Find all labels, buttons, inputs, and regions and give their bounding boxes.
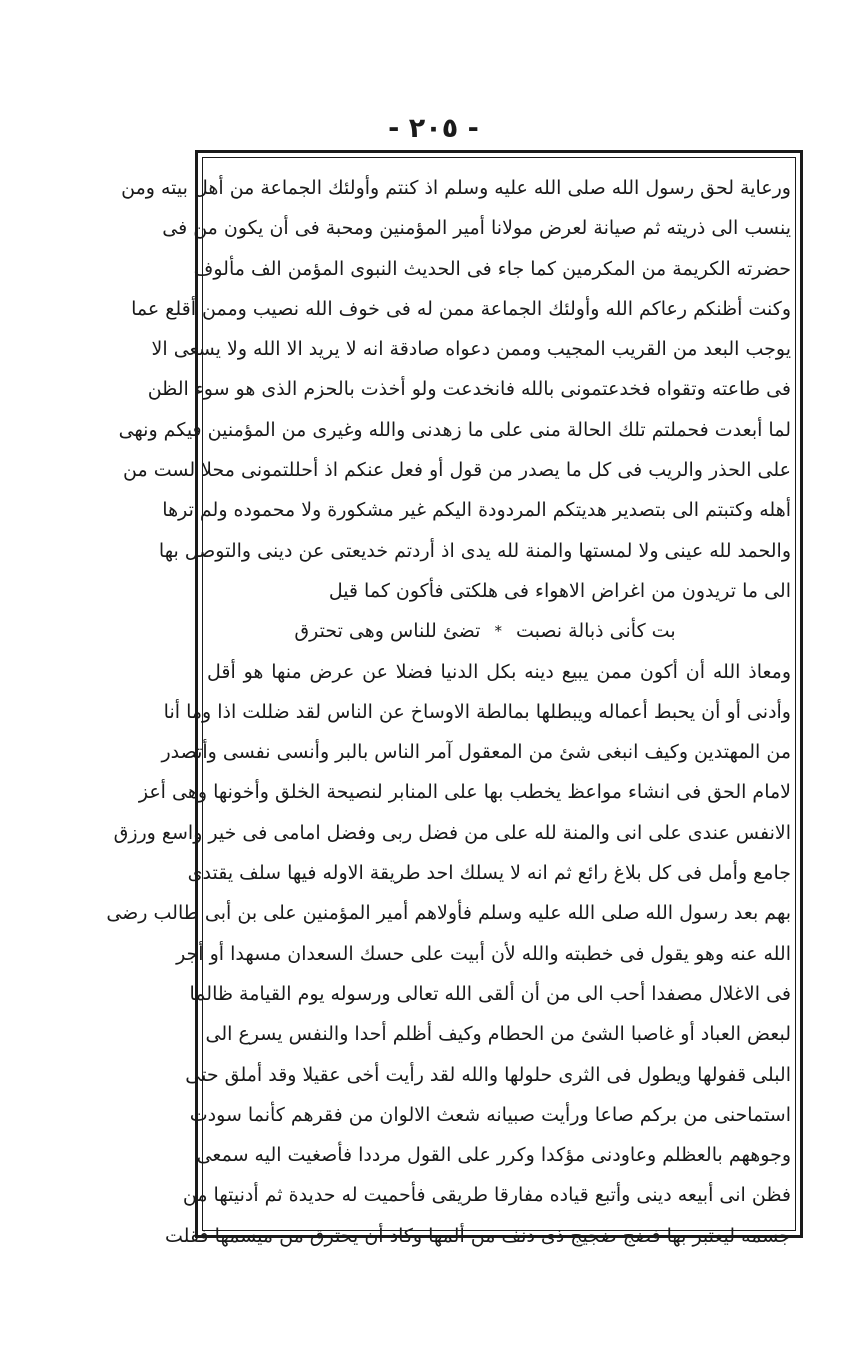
- text-line: البلى قفولها ويطول فى الثرى حلولها والله لقد رأيت أخى عقيلا وقد أملق حتى: [185, 1063, 791, 1086]
- text-line: أهله وكتبتم الى بتصدير هديتكم المردودة اليكم غير مشكورة ولا محموده ولم ترها: [162, 499, 791, 522]
- verse-separator: *: [494, 622, 502, 641]
- verse-second-hemistich: تضئ للناس وهى تحترق: [294, 620, 481, 643]
- text-line: لبعض العباد أو غاصبا الشئ من الحطام وكيف أظلم أحدا والنفس يسرع الى: [205, 1023, 791, 1046]
- text-line: جامع وأمل فى كل بلاغ رائع ثم انه لا يسلك احد طريقة الاوله فيها سلف يقتدى: [187, 862, 791, 885]
- text-line: فى الاغلال مصفدا أحب الى من أن ألقى الله تعالى ورسوله يوم القيامة ظالما: [189, 982, 791, 1005]
- text-line: وكنت أظنكم رعاكم الله وأولئك الجماعة ممن له فى خوف الله نصيب وممن أقلع عما: [131, 297, 791, 320]
- text-line: فظن انى أبيعه دينى وأتبع قياده مفارقا طريقى فأحميت له حديدة ثم أدنيتها من: [182, 1184, 791, 1207]
- text-line: وأدنى أو أن يحبط أعماله ويبطلها بمالطة الاوساخ عن الناس لقد ضللت اذا وما أنا: [163, 700, 791, 723]
- verse-first-hemistich: بت كأنى ذبالة نصبت: [515, 620, 676, 643]
- text-line: بهم بعد رسول الله صلى الله عليه وسلم فأولاهم أمير المؤمنين على بن أبى طالب رضى: [106, 902, 791, 925]
- text-line: الانفس عندى على انى والمنة لله على من فضل ربى وفضل امامى فى خير واسع ورزق: [113, 821, 791, 844]
- page-number: - ٢٠٥ -: [388, 113, 479, 144]
- text-line: والحمد لله عينى ولا لمستها والمنة لله يدى اذ أردتم خديعتى عن دينى والتوصل بها: [158, 539, 791, 562]
- text-line: استماحنى من بركم صاعا ورأيت صبيانه شعث الالوان من فقرهم كأنما سودت: [189, 1103, 791, 1126]
- text-line: جسمه ليعتبر بها فضج ضجيج ذى دنف من ألمها وكاد أن يحترق من ميسمها فقلت: [165, 1224, 791, 1247]
- poetry-verse: [207, 611, 791, 651]
- text-line: يوجب البعد من القريب المجيب وممن دعواه صادقة انه لا يريد الا الله ولا يسعى الا: [151, 338, 791, 361]
- text-line: فى طاعته وتقواه فخدعتمونى بالله فانخدعت ولو أخذت بالحزم الذى هو سوء الظن: [147, 378, 791, 401]
- body-text: [106, 168, 791, 1256]
- text-line: لامام الحق فى انشاء مواعظ يخطب بها على المنابر لنصيحة الخلق وأخونها وهى أعز: [138, 781, 791, 804]
- text-line: ومعاذ الله أن أكون ممن يبيع دينه بكل الدنيا فضلا عن عرض منها هو أقل: [207, 660, 791, 683]
- text-line: على الحذر والريب فى كل ما يصدر من قول أو فعل عنكم اذ أحللتمونى محلا لست من: [123, 459, 791, 482]
- text-line: الله عنه وهو يقول فى خطبته والله لأن أبيت على حسك السعدان مسهدا أو أجر: [176, 942, 791, 965]
- text-line: لما أبعدت فحملتم تلك الحالة منى على ما زهدنى والله وغيرى من المؤمنين فيكم ونهى: [118, 418, 791, 441]
- text-line: من المهتدين وكيف انبغى شئ من المعقول آمر الناس بالبر وأنسى نفسى وأتصدر: [161, 741, 791, 764]
- text-line: ينسب الى ذريته ثم صيانة لعرض مولانا أمير المؤمنين ومحبة فى أن يكون من فى: [162, 217, 791, 240]
- text-line: وجوههم بالعظلم وعاودنى مؤكدا وكرر على القول مرددا فأصغيت اليه سمعى: [196, 1144, 791, 1167]
- text-line: ورعاية لحق رسول الله صلى الله عليه وسلم اذ كنتم وأولئك الجماعة من أهل بيته ومن: [121, 177, 791, 199]
- text-line: الى ما تريدون من اغراض الاهواء فى هلكتى فأكون كما قيل: [328, 579, 791, 602]
- text-line: حضرته الكريمة من المكرمين كما جاء فى الحديث النبوى المؤمن الف مألوف: [193, 257, 791, 280]
